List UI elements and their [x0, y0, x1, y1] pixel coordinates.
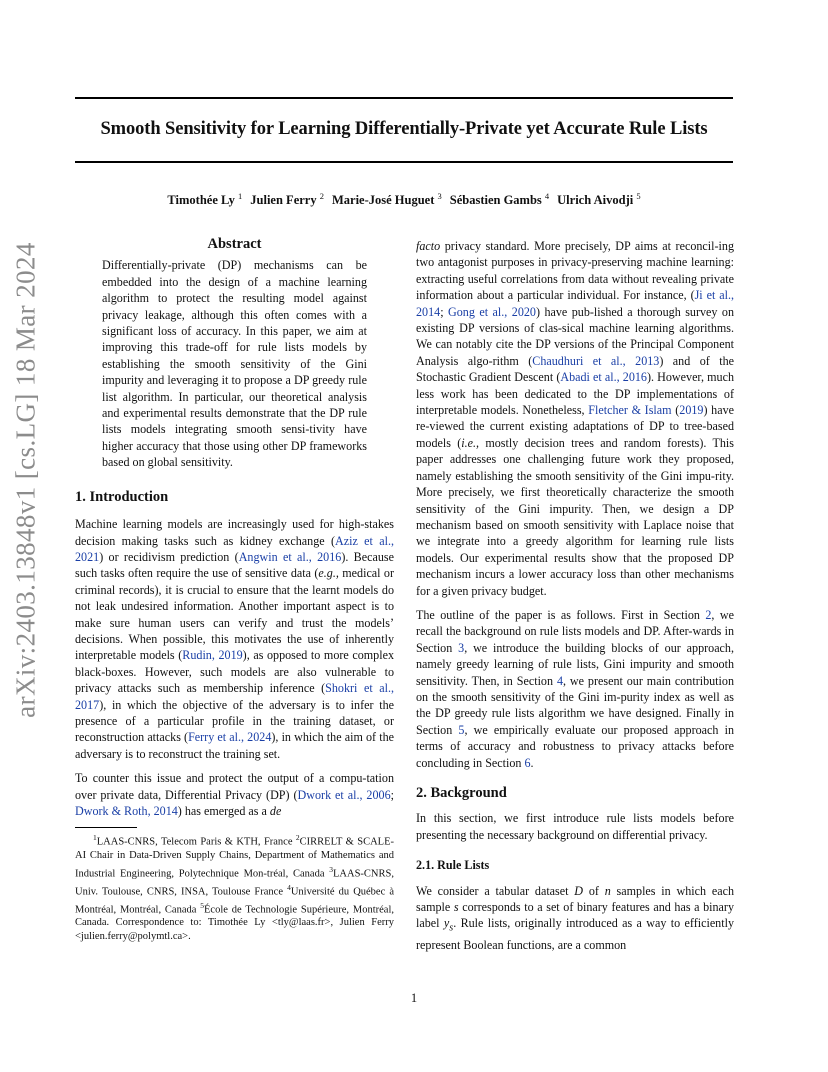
rule-lists-paragraph [416, 883, 734, 954]
right-column [416, 238, 734, 962]
text-run: corresponds to a set of binary features and has a binary label [416, 900, 735, 931]
text-run: ). Because such tasks often require the use of sensitive data ( [75, 549, 394, 581]
citation-link[interactable]: Ji et al., 2014 [416, 288, 734, 319]
text-run: privacy standard. More precisely, DP aims at reconcil-ing two antagonist purposes in privacy-preserving machine learning: extracting useful correlations from data without revealing private information about a particular individual. For instance, ( [416, 239, 734, 303]
affiliations-footnote: $^1$LAAS-CNRS, Telecom Paris & KTH, France $^2$CIRRELT & SCALE-AI Chair in Data-Driven Supply Chains, Department of Mathematics and Industrial Engineering, Polytechnique Mon-tréal, Canada $^3$LAAS-CNRS, Univ. Toulouse, CNRS, INSA, Toulouse France $^4$Université du Québec à Montréal, Montréal, Canada $^5$École de Technologie Supérieure, Montréal, Canada. Correspondence to: Timothée Ly <tly@laas.fr>, Julien Ferry <julien.ferry@polymtl.ca>. [75, 833, 395, 942]
text-run: ). However, much less work has been dedicated to the DP implementations of interpretable models. Nonetheless, [416, 370, 734, 418]
text-run: We consider a tabular dataset [416, 883, 575, 898]
citation-link[interactable]: Abadi et al., 2016 [560, 370, 647, 385]
citation-link[interactable]: Shokri et al., 2017 [75, 681, 395, 712]
citation-link[interactable]: 2 [705, 607, 712, 622]
intro-paragraph-3 [416, 238, 734, 599]
italic-text: n [604, 883, 611, 898]
title-rule-top [75, 97, 733, 99]
citation-link[interactable]: Chaudhuri et al., 2013 [532, 353, 660, 368]
affiliation-mark: 5 [200, 900, 205, 910]
citation-link[interactable]: Ferry et al., 2024 [188, 730, 272, 745]
footnote-rule [75, 827, 137, 828]
italic-text: s [453, 900, 459, 915]
italic-text: facto [416, 239, 441, 253]
author-name: Sébastien Gambs $^4$ [449, 191, 550, 207]
text-run: . Rule lists, originally introduced as a way to efficiently represent Boolean functions, are a common [416, 916, 734, 953]
author-name: Julien Ferry $^2$ [250, 191, 324, 207]
text-run: ; [390, 787, 394, 802]
text-run: ) has emerged as a [177, 804, 270, 818]
title-rule-bottom [75, 161, 733, 163]
outline-paragraph [416, 607, 734, 771]
author-name: Timothée Ly $^1$ [167, 191, 243, 207]
citation-link[interactable]: Angwin et al., 2016 [238, 549, 342, 564]
text-run: ) have pub-lished a thorough survey on existing DP versions of clas-sical machine learning algorithms. We can notably cite the DP versions of the Principal Component Analysis algo-rithm ( [416, 304, 735, 368]
affiliation-mark: 4 [544, 191, 550, 201]
text-run: of [583, 883, 605, 898]
section-background-heading: 2. Background [416, 785, 507, 801]
affiliation-mark: 1 [238, 191, 243, 201]
italic-text: y [443, 916, 450, 931]
citation-link[interactable]: Rudin, 2019 [182, 648, 243, 663]
left-column [75, 236, 394, 943]
citation-link[interactable]: Dwork & Roth, 2014 [75, 804, 178, 818]
text-run: ), as opposed to more complex black-boxes. However, such models are also vulnerable to privacy attacks such as membership inference ( [75, 648, 395, 696]
affiliation-mark: 2 [319, 191, 324, 201]
page-number: 1 [410, 991, 418, 1005]
italic-text: e.g., [318, 566, 339, 581]
italic-text: D [574, 883, 584, 898]
citation-link[interactable]: 6 [524, 755, 531, 770]
paper-title: Smooth Sensitivity for Learning Differentially-Private yet Accurate Rule Lists [100, 119, 708, 139]
citation-link[interactable]: 4 [556, 673, 563, 688]
affiliation-mark: 3 [329, 864, 334, 874]
text-run: ) and of the Stochastic Gradient Descent ( [416, 353, 734, 385]
citation-link[interactable]: Dwork et al., 2006 [297, 787, 391, 802]
text-run: samples in which each sample [416, 883, 735, 915]
author-list [75, 191, 733, 208]
subsection-rule-lists-heading: 2.1. Rule Lists [416, 858, 490, 873]
text-run: ; [440, 304, 449, 319]
italic-text: i.e., [461, 435, 480, 450]
text-run: Machine learning models are increasingly used for high-stakes decision making tasks such as kidney exchange ( [75, 517, 394, 548]
citation-link[interactable]: Gong et al., 2020 [448, 304, 536, 319]
author-name: Ulrich Aivodji $^5$ [557, 191, 641, 207]
abstract-heading: Abstract [207, 236, 262, 252]
text-run: , we present our main contribution on the smooth sensitivity of the Gini im-purity index as well as the DP greedy rule lists algorithm we have designed. Finally in Section [416, 673, 734, 737]
citation-link[interactable]: 2019 [679, 403, 704, 418]
text-run: ) have re-viewed the current existing adaptations of DP to tree-based models ( [416, 403, 734, 450]
citation-link[interactable]: Fletcher & Islam [588, 403, 672, 418]
affiliation-mark: 5 [636, 191, 641, 201]
intro-paragraph-1 [75, 516, 394, 762]
section-introduction-heading: 1. Introduction [75, 488, 169, 505]
text-run: . [530, 755, 534, 770]
text-run: ( [671, 403, 680, 418]
citation-link[interactable]: Aziz et al., 2021 [75, 533, 394, 564]
text-run: To counter this issue and protect the output of a compu-tation over private data, Differential Privacy (DP) ( [75, 771, 394, 802]
intro-paragraph-2 [75, 770, 394, 819]
citation-link[interactable]: 3 [458, 640, 465, 655]
text-run: ) or recidivism prediction ( [99, 549, 239, 564]
text-run: ), in which the objective of the adversary is to infer the presence of a particular profile in the training dataset, or reconstruction attacks ( [75, 697, 394, 745]
citation-link[interactable]: 5 [458, 722, 465, 737]
text-run: , we recall the background on rule lists models and DP. After-wards in Section [416, 607, 734, 655]
italic-text: de [269, 804, 282, 818]
affiliation-mark: 4 [287, 882, 291, 892]
text-run: , we introduce the building blocks of our approach, namely greedy learning of rule lists, Gini impurity and smooth sensitivity. Then, in Section [416, 640, 734, 688]
affiliation-mark: 3 [437, 191, 442, 201]
affiliation-mark: 1 [93, 833, 97, 843]
math-subscript: s [449, 922, 454, 934]
author-name: Marie-José Huguet $^3$ [331, 191, 442, 207]
text-run: The outline of the paper is as follows. First in Section [416, 607, 706, 622]
text-run: mostly decision trees and random forests). This paper addresses one challenging future work they proposed, namely establishing the smooth sensitivity of the Gini impu-rity. More precisely, we first theoretically characterize the smooth sensitivity of the Gini impurity. Then, we design a DP mechanism based on smooth sensitivity with Laplace noise that we integrate into a greedy algorithm for learning rule lists models. Our experimental results show that the proposed DP mechanism incurs a lower accuracy loss than other mechanisms for a given privacy budget. [416, 435, 734, 598]
abstract-text: Differentially-private (DP) mechanisms can be embedded into the design of a machine learning algorithm to protect the resulting model against privacy leakage, although this often comes with a significant loss of accuracy. In this paper, we aim at improving this trade-off for rule lists models by establishing the smooth sensitivity of the Gini impurity and leveraging it to propose a DP greedy rule list algorithm. In particular, our theoretical analysis and experimental results demonstrate that the DP rule lists models integrating smooth sensi-tivity have higher accuracy that those using other DP frameworks based on global sensitivity. [102, 258, 367, 470]
text-run: medical or criminal records), it is crucial to ensure that the learnt models do not leak undesired information. Another important aspect is to make sure human users can verify and trust the models’ decisions. When possible, this motivates the use of inherently interpretable models ( [75, 566, 394, 663]
affiliation-mark: 2 [295, 833, 300, 843]
background-intro: In this section, we first introduce rule lists models before presenting the necessary background on differential privacy. [416, 811, 734, 842]
text-run: ), in which the aim of the adversary is to reconstruct the training set. [75, 730, 394, 761]
text-run: , we empirically evaluate our proposed approach in terms of accuracy and robustness to privacy attacks before concluding in Section [416, 722, 734, 770]
